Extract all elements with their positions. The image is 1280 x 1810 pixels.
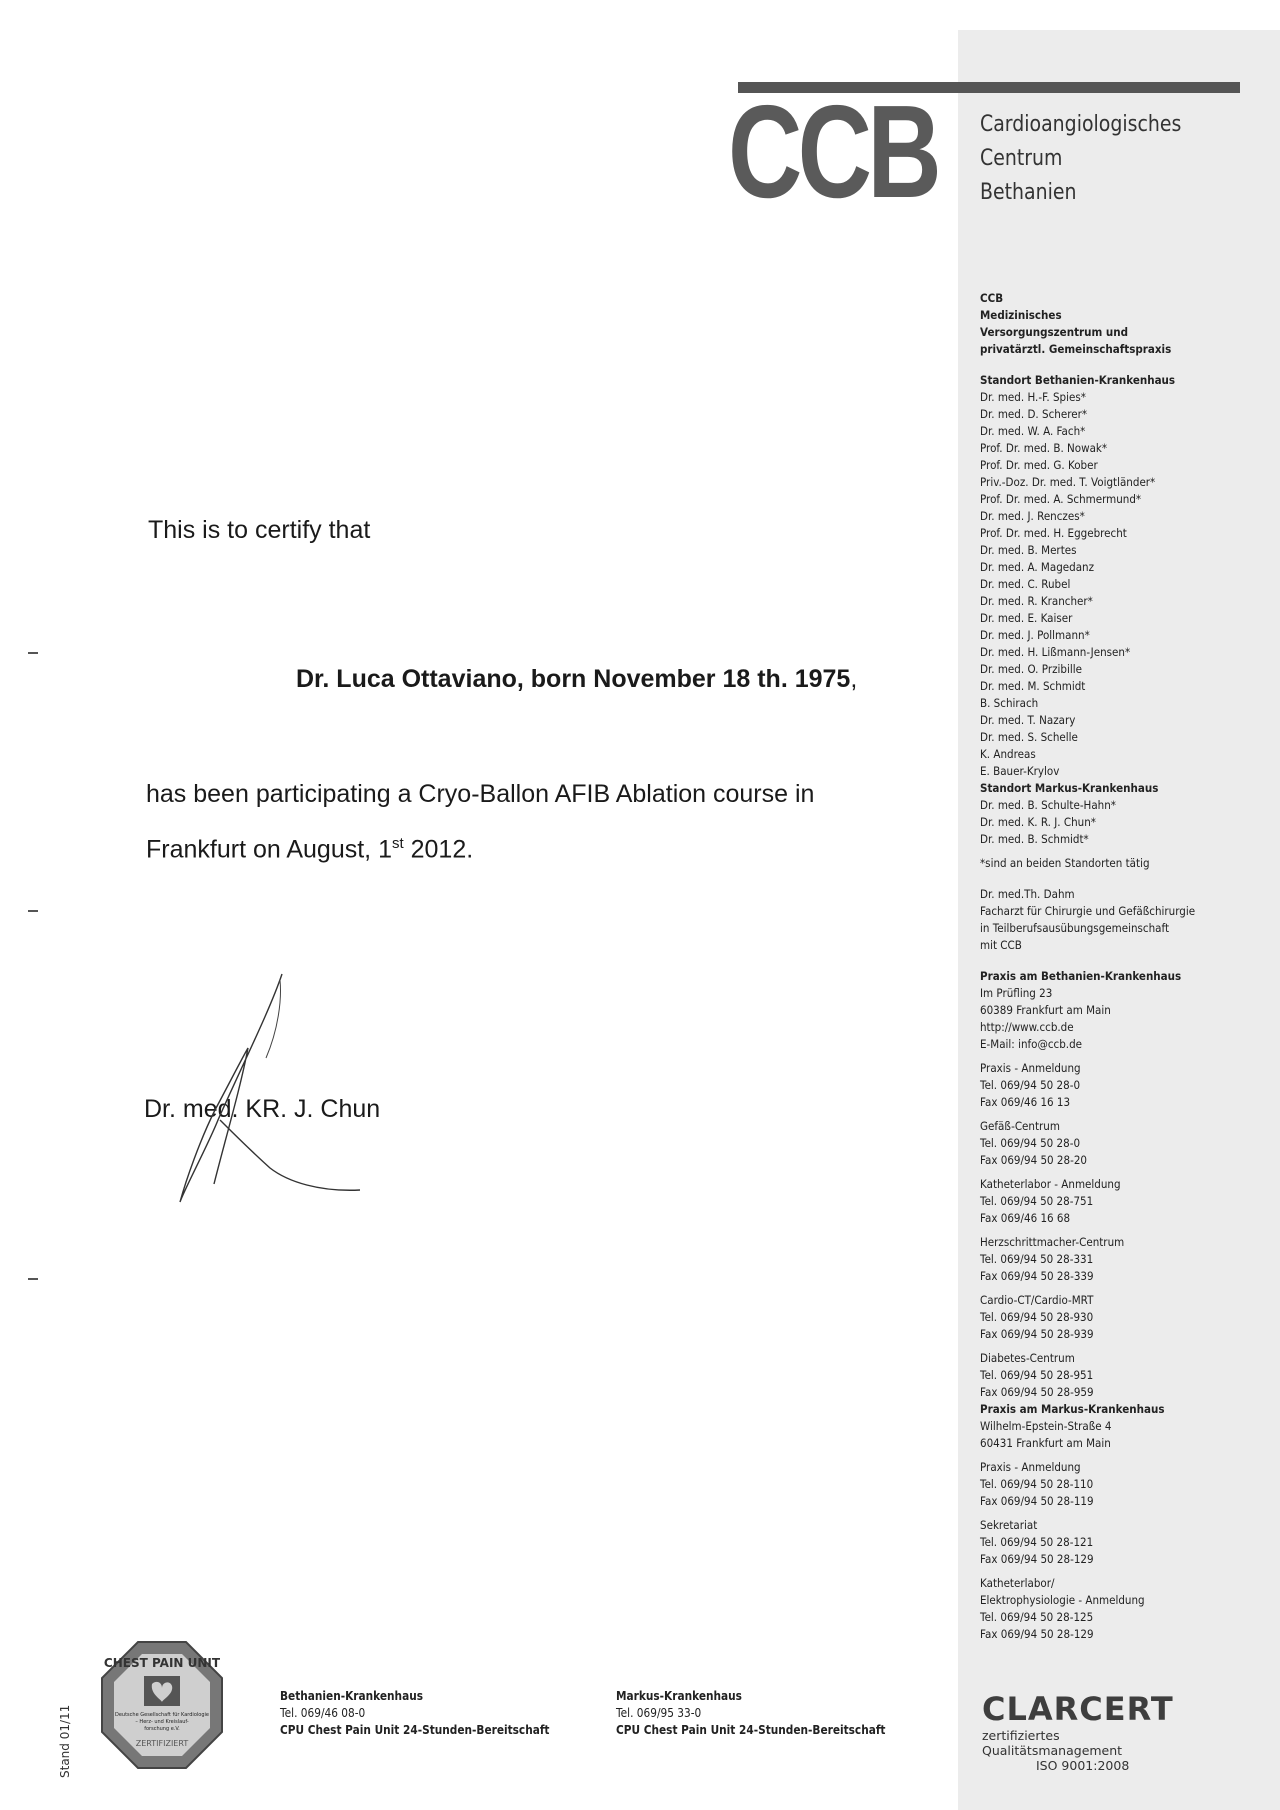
sidebar-line: Diabetes-Centrum <box>980 1351 1075 1365</box>
brand-line: Bethanien <box>980 180 1077 205</box>
spacer <box>980 1343 1270 1350</box>
brand-line: Centrum <box>980 146 1063 171</box>
sidebar-line: Dr. med. B. Schulte-Hahn* <box>980 798 1116 812</box>
sidebar-line: in Teilberufsausübungsgemeinschaft <box>980 921 1170 935</box>
spacer <box>980 1227 1270 1234</box>
certificate-recipient <box>296 665 857 694</box>
date-pre: Frankfurt on August, 1 <box>146 835 392 864</box>
clarcert-certification <box>982 1690 1182 1773</box>
sidebar-line: Tel. 069/94 50 28-125 <box>980 1610 1094 1624</box>
sidebar-line: Dr. med. J. Renczes* <box>980 509 1085 523</box>
sidebar-line: B. Schirach <box>980 696 1039 710</box>
sidebar-line: K. Andreas <box>980 747 1036 761</box>
sidebar-line: Dr. med. B. Mertes <box>980 543 1077 557</box>
sidebar-line: Praxis am Bethanien-Krankenhaus <box>980 969 1182 983</box>
sidebar-line: Dr. med. E. Kaiser <box>980 611 1073 625</box>
recipient-comma: , <box>850 665 858 693</box>
spacer <box>980 358 1270 365</box>
sidebar-line: Dr. med. B. Schmidt* <box>980 832 1089 846</box>
sidebar-line: CCB <box>980 291 1004 305</box>
footer-line: Tel. 069/46 08-0 <box>280 1706 366 1720</box>
brand-name <box>980 108 1214 210</box>
stand-label: Stand 01/11 <box>58 1704 72 1778</box>
chest-pain-unit-seal <box>100 1640 224 1770</box>
sidebar-line: Fax 069/94 50 28-959 <box>980 1385 1094 1399</box>
sidebar-line: Herzschrittmacher-Centrum <box>980 1235 1125 1249</box>
date-sup: st <box>391 835 404 852</box>
clarcert-subtitle: zertifiziertes Qualitätsmanagement <box>982 1728 1123 1758</box>
clarcert-logo: CLARCERT <box>982 1690 1174 1728</box>
sidebar-line: Dr. med. J. Pollmann* <box>980 628 1090 642</box>
footer-line: Bethanien-Krankenhaus <box>280 1689 424 1703</box>
sidebar-line: Fax 069/94 50 28-339 <box>980 1269 1094 1283</box>
spacer <box>980 365 1270 372</box>
footer-line: Tel. 069/95 33-0 <box>616 1706 702 1720</box>
sidebar-line: Im Prüfling 23 <box>980 986 1053 1000</box>
sidebar-line: Tel. 069/94 50 28-951 <box>980 1368 1094 1382</box>
clarcert-iso: ISO 9001:2008 <box>1036 1758 1130 1773</box>
recipient-name: Dr. Luca Ottaviano, born November 18 th. 1975 <box>296 665 851 693</box>
footer-line: CPU Chest Pain Unit 24-Stunden-Bereitschaft <box>280 1723 550 1737</box>
spacer <box>980 1169 1270 1176</box>
sidebar-line: *sind an beiden Standorten tätig <box>980 856 1150 870</box>
sidebar-line: Fax 069/94 50 28-129 <box>980 1552 1094 1566</box>
sidebar-line: E. Bauer-Krylov <box>980 764 1060 778</box>
date-line <box>146 835 473 864</box>
sidebar-line: Dr. med. C. Rubel <box>980 577 1071 591</box>
sidebar-line: Dr. med. S. Schelle <box>980 730 1078 744</box>
footer-markus <box>616 1688 922 1739</box>
ccb-logo: CCB <box>728 78 938 225</box>
sidebar-line: Dr. med. T. Nazary <box>980 713 1076 727</box>
footer-bethanien <box>280 1688 586 1739</box>
seal-line: forschung e.V. <box>144 1726 180 1732</box>
sidebar-line: Standort Bethanien-Krankenhaus <box>980 373 1176 387</box>
sidebar-line: Praxis am Markus-Krankenhaus <box>980 1402 1165 1416</box>
signature-icon <box>170 970 370 1220</box>
sidebar-line: Katheterlabor - Anmeldung <box>980 1177 1121 1191</box>
spacer <box>980 1452 1270 1459</box>
footer-line: Markus-Krankenhaus <box>616 1689 742 1703</box>
sidebar-line: Cardio-CT/Cardio-MRT <box>980 1293 1094 1307</box>
sidebar-line: Wilhelm-Epstein-Straße 4 <box>980 1419 1112 1433</box>
sidebar-line: Tel. 069/94 50 28-0 <box>980 1136 1081 1150</box>
fold-mark <box>28 1278 38 1280</box>
sidebar-line: Gefäß-Centrum <box>980 1119 1060 1133</box>
footer-line: CPU Chest Pain Unit 24-Stunden-Bereitschaft <box>616 1723 886 1737</box>
sidebar-line: Fax 069/94 50 28-20 <box>980 1153 1088 1167</box>
spacer <box>980 879 1270 886</box>
sidebar-line: Elektrophysiologie - Anmeldung <box>980 1593 1145 1607</box>
date-post: 2012. <box>403 835 474 864</box>
spacer <box>980 1510 1270 1517</box>
seal-line: Deutsche Gesellschaft für Kardiologie <box>115 1712 209 1718</box>
sidebar-line: mit CCB <box>980 938 1022 952</box>
sidebar-line: Tel. 069/94 50 28-0 <box>980 1078 1081 1092</box>
sidebar-line: Dr. med. H. Lißmann-Jensen* <box>980 645 1131 659</box>
sidebar-line: Katheterlabor/ <box>980 1576 1055 1590</box>
sidebar-line: Dr. med. W. A. Fach* <box>980 424 1086 438</box>
seal-top-text: CHEST PAIN UNIT <box>103 1656 221 1670</box>
sidebar-line: Tel. 069/94 50 28-110 <box>980 1477 1094 1491</box>
certify-intro: This is to certify that <box>148 516 371 544</box>
sidebar-line: 60431 Frankfurt am Main <box>980 1436 1111 1450</box>
sidebar-line: Tel. 069/94 50 28-121 <box>980 1535 1094 1549</box>
spacer <box>980 848 1270 855</box>
sidebar-line: Medizinisches <box>980 308 1062 322</box>
sidebar-line: Dr. med. H.-F. Spies* <box>980 390 1086 404</box>
spacer <box>980 961 1270 968</box>
sidebar-line: Prof. Dr. med. G. Kober <box>980 458 1098 472</box>
sidebar-line: Dr. med. K. R. J. Chun* <box>980 815 1096 829</box>
sidebar-line: privatärztl. Gemeinschaftspraxis <box>980 342 1172 356</box>
sidebar-line: E-Mail: info@ccb.de <box>980 1037 1083 1051</box>
fold-mark <box>28 652 38 654</box>
sidebar-line: Facharzt für Chirurgie und Gefäßchirurgie <box>980 904 1196 918</box>
fold-mark <box>28 910 38 912</box>
sidebar-line: Tel. 069/94 50 28-331 <box>980 1252 1094 1266</box>
spacer <box>980 1053 1270 1060</box>
sidebar-line: Dr. med. O. Przibille <box>980 662 1082 676</box>
sidebar-line: Prof. Dr. med. H. Eggebrecht <box>980 526 1127 540</box>
sidebar-line: Dr. med. R. Krancher* <box>980 594 1093 608</box>
spacer <box>980 1568 1270 1575</box>
course-line: has been participating a Cryo-Ballon AFIB Ablation course in <box>146 780 815 808</box>
sidebar-line: Prof. Dr. med. A. Schmermund* <box>980 492 1142 506</box>
sidebar-contact-info <box>980 290 1270 1643</box>
signatory-name: Dr. med. KR. J. Chun <box>144 1095 381 1123</box>
sidebar-line: Sekretariat <box>980 1518 1038 1532</box>
spacer <box>980 872 1270 879</box>
sidebar-line: Tel. 069/94 50 28-930 <box>980 1310 1094 1324</box>
spacer <box>980 954 1270 961</box>
seal-line: – Herz- und Kreislauf- <box>135 1719 189 1725</box>
sidebar-line: Dr. med.Th. Dahm <box>980 887 1075 901</box>
sidebar-line: Standort Markus-Krankenhaus <box>980 781 1159 795</box>
sidebar-line: Praxis - Anmeldung <box>980 1460 1081 1474</box>
sidebar-line: 60389 Frankfurt am Main <box>980 1003 1111 1017</box>
sidebar-line: Priv.-Doz. Dr. med. T. Voigtländer* <box>980 475 1156 489</box>
sidebar-line: Praxis - Anmeldung <box>980 1061 1081 1075</box>
sidebar-line: Prof. Dr. med. B. Nowak* <box>980 441 1108 455</box>
sidebar-line: Fax 069/94 50 28-129 <box>980 1627 1094 1641</box>
sidebar-line: Dr. med. A. Magedanz <box>980 560 1095 574</box>
sidebar-line: Versorgungszentrum und <box>980 325 1129 339</box>
brand-line: Cardioangiologisches <box>980 112 1182 137</box>
sidebar-line: Fax 069/94 50 28-939 <box>980 1327 1094 1341</box>
sidebar-line: Fax 069/46 16 68 <box>980 1211 1071 1225</box>
spacer <box>980 1285 1270 1292</box>
sidebar-line: http://www.ccb.de <box>980 1020 1074 1034</box>
sidebar-line: Dr. med. M. Schmidt <box>980 679 1086 693</box>
seal-bottom-text: ZERTIFIZIERT <box>135 1739 189 1748</box>
spacer <box>980 1111 1270 1118</box>
sidebar-line: Fax 069/94 50 28-119 <box>980 1494 1094 1508</box>
sidebar-line: Tel. 069/94 50 28-751 <box>980 1194 1094 1208</box>
sidebar-line: Fax 069/46 16 13 <box>980 1095 1071 1109</box>
sidebar-line: Dr. med. D. Scherer* <box>980 407 1088 421</box>
